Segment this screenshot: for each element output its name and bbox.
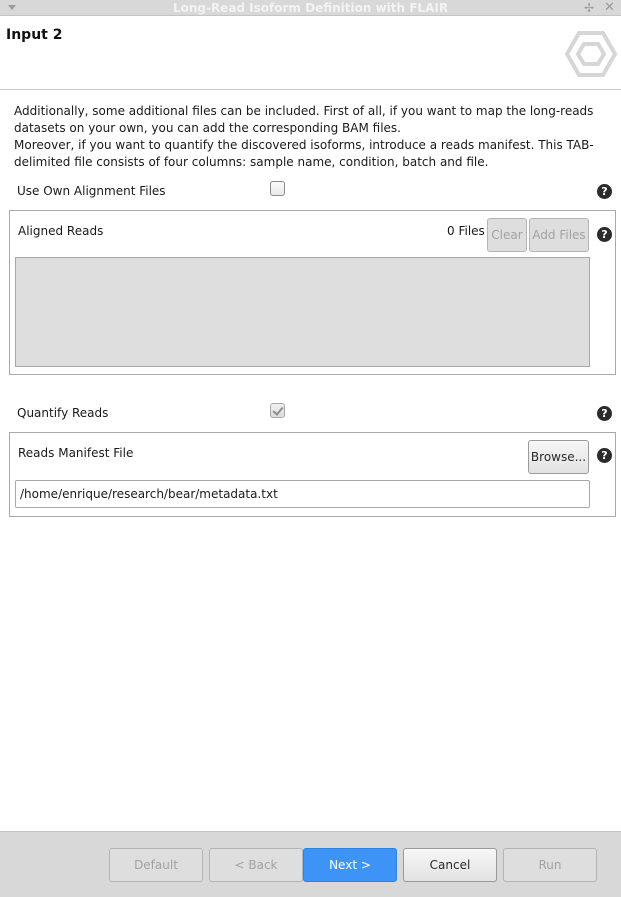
clear-button[interactable]: Clear [487, 218, 527, 252]
quantify-reads-label: Quantify Reads [17, 406, 109, 420]
own-alignment-label: Use Own Alignment Files [17, 184, 166, 198]
reads-manifest-path-field[interactable]: /home/enrique/research/bear/metadata.txt [15, 480, 590, 508]
pin-icon[interactable]: ✢ [584, 1, 595, 15]
reads-manifest-label: Reads Manifest File [18, 446, 134, 460]
page-title: Input 2 [6, 27, 63, 43]
add-files-button[interactable]: Add Files [529, 218, 589, 252]
wizard-footer [0, 831, 621, 897]
window-title: Long-Read Isoform Definition with FLAIR [172, 1, 449, 15]
hexagon-logo-icon [564, 30, 618, 78]
browse-button[interactable]: Browse... [528, 440, 589, 474]
aligned-reads-file-count: 0 Files [447, 224, 485, 238]
run-button[interactable]: Run [503, 848, 597, 882]
page-header [0, 17, 621, 90]
help-icon[interactable]: ? [597, 227, 612, 242]
aligned-reads-file-list[interactable] [15, 257, 590, 367]
cancel-button[interactable]: Cancel [403, 848, 497, 882]
window-titlebar [0, 0, 621, 16]
aligned-reads-label: Aligned Reads [18, 224, 104, 238]
next-button[interactable]: Next > [303, 848, 397, 882]
own-alignment-checkbox[interactable] [270, 181, 285, 196]
default-button[interactable]: Default [109, 848, 203, 882]
back-button[interactable]: < Back [209, 848, 303, 882]
help-icon[interactable]: ? [597, 448, 612, 463]
quantify-reads-checkbox[interactable] [270, 403, 285, 418]
help-icon[interactable]: ? [597, 406, 612, 421]
page-description [14, 103, 614, 171]
close-icon[interactable]: ✕ [604, 0, 615, 15]
description-paragraph-2: Moreover, if you want to quantify the discovered isoforms, introduce a reads manifest. This TAB-delimited file consists of four columns: sample name, condition, batch and file. [14, 138, 594, 169]
help-icon[interactable]: ? [597, 184, 612, 199]
description-paragraph-1: Additionally, some additional files can be included. First of all, if you want to map the long-reads datasets on your own, you can add the corresponding BAM files. [14, 104, 594, 135]
